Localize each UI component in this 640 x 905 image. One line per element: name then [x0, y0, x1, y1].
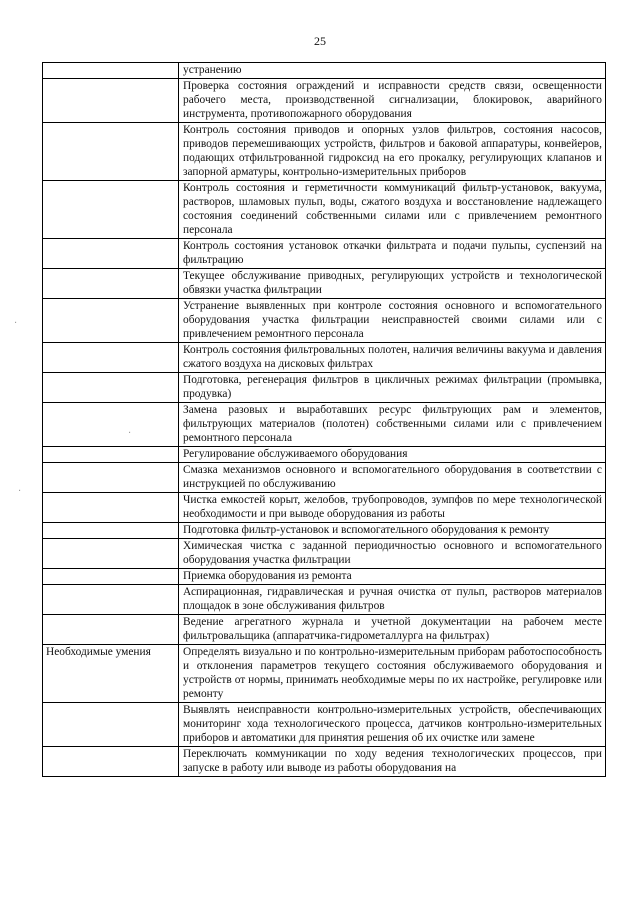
competency-table	[42, 62, 606, 777]
row-text: Приемка оборудования из ремонта	[179, 569, 606, 585]
table-row	[43, 539, 606, 569]
row-text: Контроль состояния приводов и опорных узлов фильтров, состояния насосов, приводов перемешивающих устройств, фильтров и баковой аппаратуры, конвейеров, подающих отфильтрованной гидроксид на его прокалку, регулирующих клапанов и запорной арматуры, контрольно-измерительных приборов	[179, 123, 606, 181]
table-row	[43, 181, 606, 239]
row-label	[43, 747, 179, 777]
table-row	[43, 703, 606, 747]
row-text: Химическая чистка с заданной периодичностью основного и вспомогательного оборудования участка фильтрации	[179, 539, 606, 569]
row-label	[43, 123, 179, 181]
table-row	[43, 269, 606, 299]
row-text: Текущее обслуживание приводных, регулирующих устройств и технологической обвязки участка фильтрации	[179, 269, 606, 299]
row-label	[43, 523, 179, 539]
row-text: Регулирование обслуживаемого оборудования	[179, 447, 606, 463]
row-text: Выявлять неисправности контрольно-измерительных устройств, обеспечивающих мониторинг хода технологического процесса, датчиков контрольно-измерительных приборов и автоматики для принятия решения об их очистке или замене	[179, 703, 606, 747]
row-label	[43, 181, 179, 239]
table-row	[43, 79, 606, 123]
row-text: Контроль состояния установок откачки фильтрата и подачи пульпы, суспензий на фильтрацию	[179, 239, 606, 269]
table-row	[43, 239, 606, 269]
table-row	[43, 747, 606, 777]
table-row	[43, 343, 606, 373]
table-row	[43, 493, 606, 523]
table-row	[43, 123, 606, 181]
scan-speck: ·	[128, 428, 132, 439]
table-row	[43, 373, 606, 403]
table-row	[43, 403, 606, 447]
row-label	[43, 539, 179, 569]
row-label	[43, 239, 179, 269]
row-label	[43, 373, 179, 403]
row-label	[43, 343, 179, 373]
row-text: Переключать коммуникации по ходу ведения технологических процессов, при запуске в работу или выводе из работы оборудования на	[179, 747, 606, 777]
row-label	[43, 447, 179, 463]
scan-speck: ·	[18, 486, 22, 497]
row-label	[43, 703, 179, 747]
row-label	[43, 63, 179, 79]
row-label	[43, 569, 179, 585]
table-row	[43, 645, 606, 703]
row-label	[43, 299, 179, 343]
row-label: Необходимые умения	[43, 645, 179, 703]
row-text: Подготовка, регенерация фильтров в цикличных режимах фильтрации (промывка, продувка)	[179, 373, 606, 403]
row-label	[43, 463, 179, 493]
table-row	[43, 447, 606, 463]
table-body	[43, 63, 606, 777]
row-text: Замена разовых и выработавших ресурс фильтрующих рам и элементов, фильтрующих материалов (полотен) собственными силами или с привлечением ремонтного персонала	[179, 403, 606, 447]
table-row	[43, 615, 606, 645]
scan-speck: ·	[14, 318, 18, 329]
row-text: Ведение агрегатного журнала и учетной документации на рабочем месте фильтровальщика (аппаратчика-гидрометаллурга на фильтрах)	[179, 615, 606, 645]
row-label	[43, 403, 179, 447]
table-row	[43, 63, 606, 79]
row-text: Чистка емкостей корыт, желобов, трубопроводов, зумпфов по мере технологической необходимости и при выводе оборудования из работы	[179, 493, 606, 523]
table-row	[43, 463, 606, 493]
table-row	[43, 569, 606, 585]
row-label	[43, 493, 179, 523]
row-text: Проверка состояния ограждений и исправности средств связи, освещенности рабочего места, производственной сигнализации, блокировок, аварийного инструмента, противопожарного оборудования	[179, 79, 606, 123]
page-number: 25	[314, 34, 326, 48]
table-row	[43, 585, 606, 615]
row-text: Определять визуально и по контрольно-измерительным приборам работоспособность и отклонения параметров текущего состояния обслуживаемого оборудования и устройств от нормы, принимать необходимые меры по их настройке, регулировке или ремонту	[179, 645, 606, 703]
row-text: Подготовка фильтр-установок и вспомогательного оборудования к ремонту	[179, 523, 606, 539]
row-text: Аспирационная, гидравлическая и ручная очистка от пульп, растворов материалов площадок в зоне обслуживания фильтров	[179, 585, 606, 615]
row-text: Контроль состояния и герметичности коммуникаций фильтр-установок, вакуума, растворов, шламовых пульп, воды, сжатого воздуха и восстановление надлежащего состояния соединений собственными силами или с привлечением ремонтного персонала	[179, 181, 606, 239]
row-label	[43, 585, 179, 615]
table-row	[43, 523, 606, 539]
row-text: Устранение выявленных при контроле состояния основного и вспомогательного оборудования участка фильтрации неисправностей своими силами или с привлечением ремонтного персонала	[179, 299, 606, 343]
row-label	[43, 79, 179, 123]
row-text: Контроль состояния фильтровальных полотен, наличия величины вакуума и давления сжатого воздуха на дисковых фильтрах	[179, 343, 606, 373]
row-text: устранению	[179, 63, 606, 79]
table-row	[43, 299, 606, 343]
row-text: Смазка механизмов основного и вспомогательного оборудования в соответствии с инструкцией по обслуживанию	[179, 463, 606, 493]
row-label	[43, 269, 179, 299]
row-label	[43, 615, 179, 645]
